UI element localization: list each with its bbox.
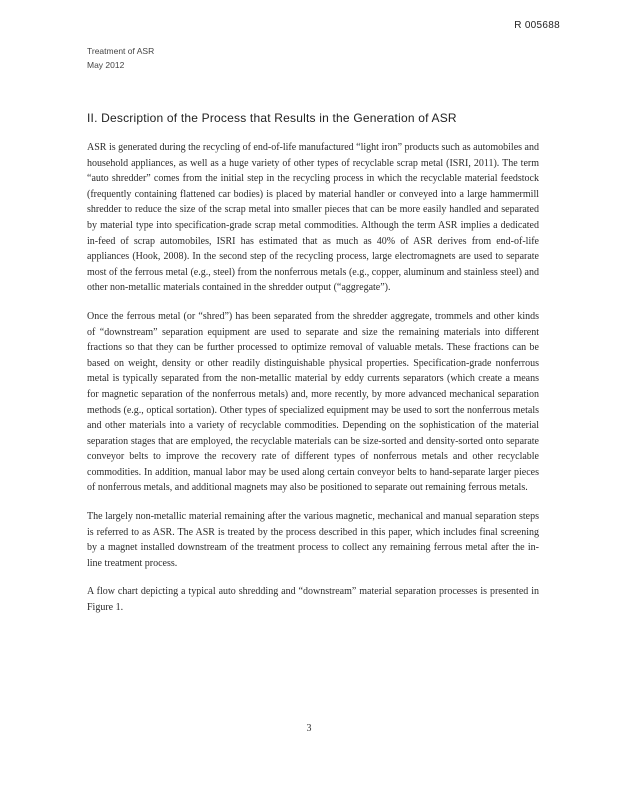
running-head <box>87 44 154 72</box>
bates-number: R 005688 <box>514 20 560 31</box>
body-text <box>87 140 539 629</box>
section-heading: II. Description of the Process that Results in the Generation of ASR <box>87 111 457 125</box>
paragraph-figure-reference: A flow chart depicting a typical auto shredding and “downstream” material separation processes is presented in Figure 1. <box>87 586 539 614</box>
running-head-date: May 2012 <box>87 60 125 70</box>
paragraph-asr-definition: The largely non-metallic material remaining after the various magnetic, mechanical and manual separation steps is referred to as ASR. The ASR is treated by the process described in this paper, which includes final screening by a magnet installed downstream of the treatment process to collect any remaining ferrous metal after the in-line treatment process. <box>87 511 539 569</box>
paragraph-ferrous-separation: Once the ferrous metal (or “shred”) has been separated from the shredder aggregate, trommels and other kinds of “downstream” separation equipment are used to separate and size the remaining materials into different fractions so that they can be further processed to optimize removal of valuable metals. These fractions can be based on weight, density or other readily distinguishable physical properties. Specification-grade nonferrous metal is typically separated from the non-metallic material by eddy currents separators (which create a means for magnetic separation of the nonferrous metals) and, more recently, by more advanced mechanical separation methods (e.g., optical sortation). Other types of specialized equipment may be used to sort the nonferrous metals and other materials into a variety of recyclable commodities. Depending on the sophistication of the material separation stages that are employed, the recyclable materials can be size-sorted and density-sorted onto separate conveyor belts to improve the recovery rate of different types of nonferrous metals and other recyclable commodities. In addition, manual labor may be used along certain conveyor belts to hand-separate larger pieces of nonferrous metals, and additional magnets may also be positioned to separate out remaining ferrous metals. <box>87 310 539 494</box>
page-number: 3 <box>306 723 312 734</box>
running-head-title: Treatment of ASR <box>87 46 155 56</box>
paragraph-asr-generation: ASR is generated during the recycling of end-of-life manufactured “light iron” products such as automobiles and household appliances, as well as a huge variety of other types of recyclable scrap metal (ISRI, 2011). The term “auto shredder” comes from the initial step in the recycling process in which the recyclable material feedstock (frequently containing flattened car bodies) is placed by material handler or conveyed into a large hammermill shredder to reduce the size of the scrap metal into smaller pieces that can be more easily handled and separated by material type into specification-grade scrap metal commodities. Although the term ASR implies a dedicated in-feed of scrap automobiles, ISRI has estimated that as much as 40% of ASR derives from end-of-life appliances (Hook, 2008). In the second step of the recycling process, large electromagnets are used to separate most of the ferrous metal (e.g., steel) from the nonferrous metals (e.g., copper, aluminum and stainless steel) and other non-metallic materials contained in the shredder output (“aggregate”). <box>87 142 539 294</box>
